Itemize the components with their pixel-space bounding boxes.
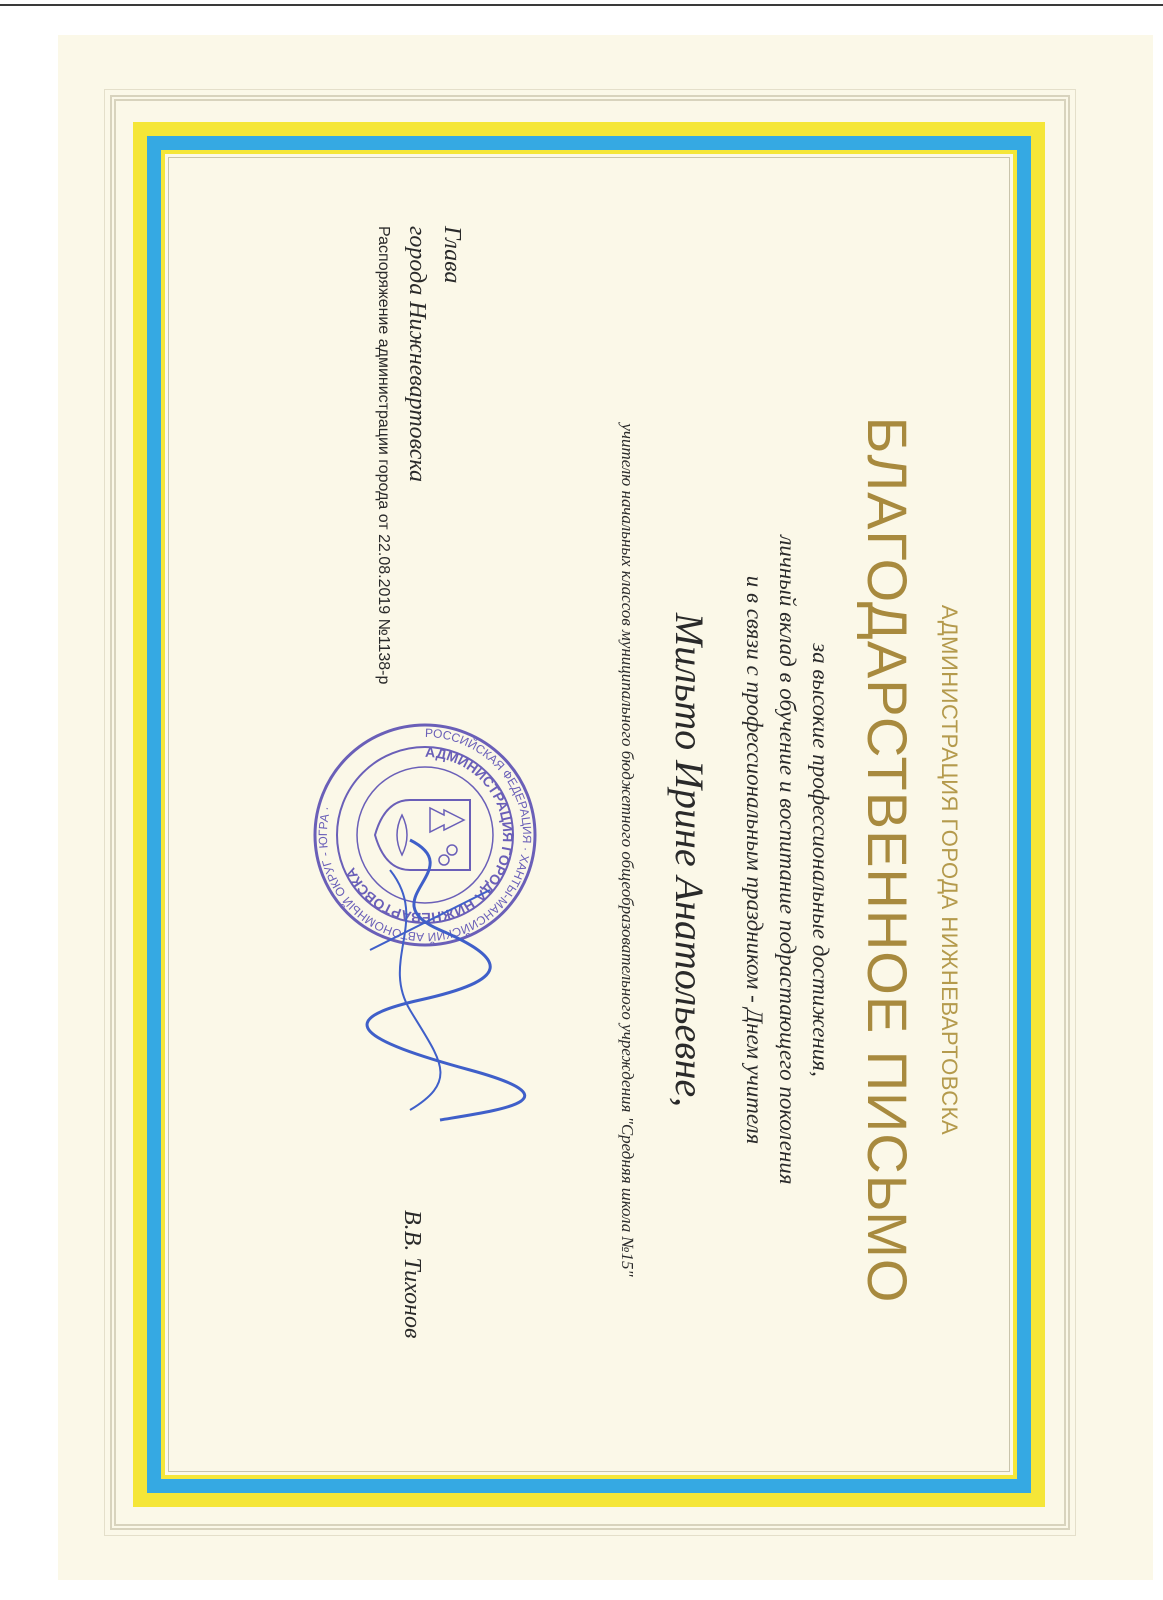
certificate-content: [210, 210, 970, 1390]
administration-header: АДМИНИСТРАЦИЯ ГОРОДА НИЖНЕВАРТОВСКА: [937, 604, 962, 1136]
letter-title: БЛАГОДАРСТВЕННОЕ ПИСЬМО: [856, 416, 919, 1304]
scan-edge-line: [0, 4, 1163, 6]
stamp-inner-text: АДМИНИСТРАЦИЯ ГОРОДА НИЖНЕВАРТОВСКА: [342, 743, 517, 927]
recipient-name: Мильто Ирине Анатольевне,: [667, 612, 712, 1108]
recipient-position: учителю начальных классов муниципального бюджетного общеобразовательного учреждения "Средняя школа №15": [618, 423, 637, 1277]
signatory-role-line-1: Глава: [439, 226, 465, 284]
reason-line-2: личный вклад в обучение и воспитание подрастающего поколения: [775, 535, 800, 1185]
handwritten-signature: [350, 830, 530, 1130]
reason-line-1: за высокие профессиональные достижения,: [808, 643, 833, 1077]
stamp-outer-text: РОССИЙСКАЯ ФЕДЕРАЦИЯ · ХАНТЫ-МАНСИЙСКИЙ АВТОНОМНЫЙ ОКРУГ - ЮГРА ·: [315, 725, 535, 945]
order-reference: Распоряжение администрации города от 22.08.2019 №1138-р: [375, 226, 392, 685]
reason-line-3: и в связи с профессиональным праздником - Днем учителя: [742, 575, 767, 1145]
signatory-name: В.В. Тихонов: [399, 1210, 425, 1339]
signatory-role-line-2: города Нижневартовска: [404, 226, 430, 483]
